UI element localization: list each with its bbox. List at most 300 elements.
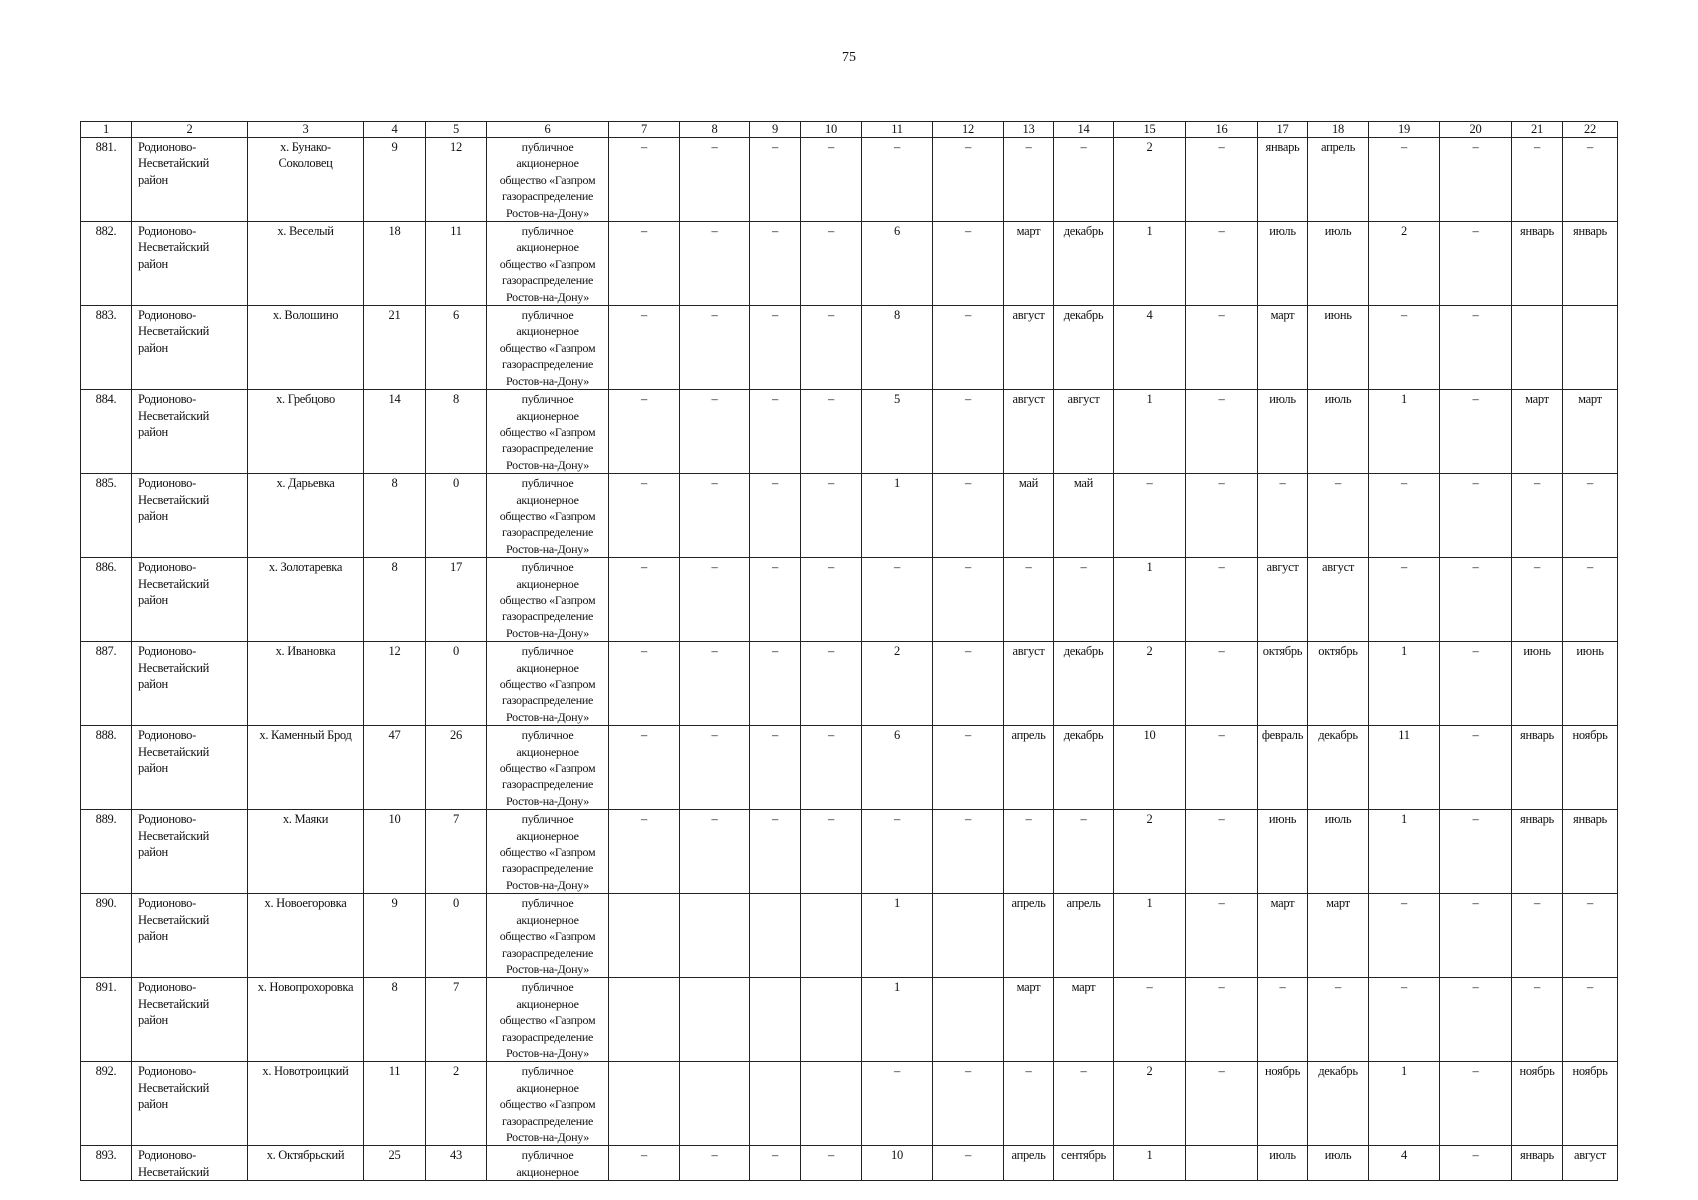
district-line: Родионово- <box>138 728 196 743</box>
org-line: акционерное <box>516 240 579 255</box>
cell-col-12: – <box>933 810 1004 894</box>
cell-col-8: – <box>680 138 750 222</box>
cell-col-7: – <box>609 558 680 642</box>
table-row <box>81 1062 1618 1146</box>
district-line: Несветайский <box>138 996 210 1011</box>
district-line: Родионово- <box>138 224 196 239</box>
cell-col-15: 2 <box>1114 810 1186 894</box>
settlement-line: х. Гребцово <box>276 392 335 407</box>
cell-col-21 <box>1512 306 1563 390</box>
org-line: газораспределение <box>502 609 593 624</box>
cell-col-19: 2 <box>1369 222 1440 306</box>
cell-col-22: – <box>1563 894 1618 978</box>
settlement-line: х. Новоегоровка <box>264 896 347 911</box>
cell-col-9: – <box>750 138 801 222</box>
cell-col-9: – <box>750 558 801 642</box>
cell-settlement <box>248 978 364 1062</box>
cell-col-16: – <box>1186 810 1258 894</box>
cell-district <box>132 222 248 306</box>
cell-col-11: 6 <box>862 726 933 810</box>
cell-row-number: 888. <box>81 726 132 810</box>
cell-col-16: – <box>1186 1062 1258 1146</box>
org-line: публичное <box>521 644 574 659</box>
district-line: Родионово- <box>138 140 196 154</box>
district-line: Родионово- <box>138 392 196 407</box>
column-header-16: 16 <box>1186 122 1258 138</box>
cell-col-14: август <box>1054 390 1114 474</box>
settlement-line: х. Каменный Брод <box>259 728 352 743</box>
org-line: акционерное <box>516 324 579 339</box>
cell-col-5: 8 <box>426 390 487 474</box>
cell-district <box>132 978 248 1062</box>
column-header-21: 21 <box>1512 122 1563 138</box>
settlement-line: х. Маяки <box>282 812 329 827</box>
table-header-row <box>81 122 1618 138</box>
cell-col-19: – <box>1369 978 1440 1062</box>
cell-org <box>487 222 609 306</box>
settlement-line: х. Веселый <box>277 224 334 239</box>
cell-org <box>487 726 609 810</box>
cell-col-12: – <box>933 1146 1004 1181</box>
cell-org <box>487 642 609 726</box>
org-line: Ростов-на-Дону» <box>506 457 589 472</box>
column-header-6: 6 <box>487 122 609 138</box>
cell-col-10 <box>801 1062 862 1146</box>
cell-org <box>487 1062 609 1146</box>
cell-col-17: октябрь <box>1258 642 1308 726</box>
table-row <box>81 978 1618 1062</box>
org-line: общество «Газпром <box>499 677 596 691</box>
cell-col-5: 11 <box>426 222 487 306</box>
org-line: газораспределение <box>502 693 593 708</box>
cell-col-21: январь <box>1512 222 1563 306</box>
cell-col-22: июнь <box>1563 642 1618 726</box>
district-line: Родионово- <box>138 896 196 911</box>
cell-col-18: – <box>1308 978 1369 1062</box>
column-header-9: 9 <box>750 122 801 138</box>
cell-col-7: – <box>609 642 680 726</box>
cell-col-13: март <box>1004 222 1054 306</box>
cell-settlement <box>248 726 364 810</box>
cell-col-21: март <box>1512 390 1563 474</box>
cell-col-22: – <box>1563 558 1618 642</box>
cell-row-number: 881. <box>81 138 132 222</box>
cell-row-number: 885. <box>81 474 132 558</box>
org-line: газораспределение <box>502 1029 593 1044</box>
table-row <box>81 894 1618 978</box>
cell-col-20: – <box>1440 474 1512 558</box>
cell-col-16 <box>1186 1146 1258 1181</box>
district-line: район <box>138 1013 168 1028</box>
cell-col-13: – <box>1004 810 1054 894</box>
cell-col-8 <box>680 1062 750 1146</box>
cell-col-10: – <box>801 474 862 558</box>
org-line: общество «Газпром <box>499 256 596 271</box>
table-row <box>81 138 1618 222</box>
cell-settlement <box>248 1062 364 1146</box>
district-line: район <box>138 929 168 944</box>
cell-col-13: март <box>1004 978 1054 1062</box>
cell-col-11: 1 <box>862 894 933 978</box>
cell-col-20: – <box>1440 726 1512 810</box>
cell-district <box>132 474 248 558</box>
settlement-line: х. Волошино <box>272 308 339 323</box>
cell-col-21: – <box>1512 978 1563 1062</box>
org-line: Ростов-на-Дону» <box>506 1129 589 1144</box>
cell-col-11: 2 <box>862 642 933 726</box>
cell-col-19: – <box>1369 138 1440 222</box>
cell-settlement <box>248 642 364 726</box>
cell-col-5: 12 <box>426 138 487 222</box>
cell-col-22: ноябрь <box>1563 1062 1618 1146</box>
district-line: район <box>138 340 168 355</box>
cell-col-8: – <box>680 222 750 306</box>
cell-settlement <box>248 138 364 222</box>
org-line: газораспределение <box>502 357 593 372</box>
cell-org <box>487 978 609 1062</box>
column-header-11: 11 <box>862 122 933 138</box>
cell-col-22 <box>1563 306 1618 390</box>
cell-col-21: – <box>1512 474 1563 558</box>
cell-col-17: февраль <box>1258 726 1308 810</box>
cell-col-8: – <box>680 474 750 558</box>
org-line: Ростов-на-Дону» <box>506 289 589 304</box>
org-line: газораспределение <box>502 441 593 456</box>
cell-col-10: – <box>801 558 862 642</box>
district-line: район <box>138 845 168 860</box>
district-line: Несветайский <box>138 912 210 927</box>
settlement-line: х. Октябрьский <box>266 1148 345 1163</box>
cell-col-11: – <box>862 558 933 642</box>
cell-row-number: 887. <box>81 642 132 726</box>
cell-col-16: – <box>1186 726 1258 810</box>
cell-col-8 <box>680 894 750 978</box>
cell-col-18: июль <box>1308 390 1369 474</box>
cell-col-14: март <box>1054 978 1114 1062</box>
cell-col-13: август <box>1004 642 1054 726</box>
org-line: газораспределение <box>502 273 593 288</box>
cell-col-11: – <box>862 138 933 222</box>
cell-col-11: 6 <box>862 222 933 306</box>
org-line: публичное <box>521 980 574 995</box>
table-row <box>81 726 1618 810</box>
cell-col-11: – <box>862 1062 933 1146</box>
org-line: Ростов-на-Дону» <box>506 625 589 640</box>
cell-col-8 <box>680 978 750 1062</box>
cell-col-10: – <box>801 306 862 390</box>
district-line: Несветайский <box>138 660 210 675</box>
cell-col-19: – <box>1369 894 1440 978</box>
cell-col-22: – <box>1563 978 1618 1062</box>
cell-col-20: – <box>1440 390 1512 474</box>
cell-col-16: – <box>1186 474 1258 558</box>
cell-col-18: декабрь <box>1308 1062 1369 1146</box>
cell-col-11: 1 <box>862 474 933 558</box>
cell-col-9: – <box>750 726 801 810</box>
cell-col-19: 4 <box>1369 1146 1440 1181</box>
org-line: акционерное <box>516 408 579 423</box>
cell-col-17: август <box>1258 558 1308 642</box>
org-line: Ростов-на-Дону» <box>506 373 589 388</box>
column-header-5: 5 <box>426 122 487 138</box>
org-line: публичное <box>521 308 574 323</box>
cell-col-9: – <box>750 306 801 390</box>
cell-col-21: – <box>1512 894 1563 978</box>
cell-col-18: июль <box>1308 810 1369 894</box>
data-table <box>80 121 1618 1181</box>
district-line: Родионово- <box>138 980 196 995</box>
cell-col-22: август <box>1563 1146 1618 1181</box>
cell-district <box>132 642 248 726</box>
cell-col-8: – <box>680 390 750 474</box>
cell-col-22: январь <box>1563 222 1618 306</box>
cell-col-15: – <box>1114 474 1186 558</box>
cell-col-15: 10 <box>1114 726 1186 810</box>
org-line: публичное <box>521 560 574 575</box>
org-line: общество «Газпром <box>499 508 596 523</box>
cell-district <box>132 726 248 810</box>
cell-col-7: – <box>609 306 680 390</box>
cell-district <box>132 1146 248 1181</box>
district-line: Несветайский <box>138 324 210 339</box>
cell-col-12: – <box>933 1062 1004 1146</box>
org-line: газораспределение <box>502 1113 593 1128</box>
cell-col-15: – <box>1114 978 1186 1062</box>
cell-settlement <box>248 390 364 474</box>
settlement-line: х. Новопрохоровка <box>257 980 354 995</box>
cell-col-18: декабрь <box>1308 726 1369 810</box>
column-header-19: 19 <box>1369 122 1440 138</box>
cell-row-number: 893. <box>81 1146 132 1181</box>
cell-col-4: 21 <box>364 306 426 390</box>
settlement-line: х. Дарьевка <box>276 476 335 491</box>
cell-col-15: 1 <box>1114 222 1186 306</box>
cell-col-10: – <box>801 138 862 222</box>
cell-col-12: – <box>933 306 1004 390</box>
cell-org <box>487 1146 609 1181</box>
cell-col-4: 12 <box>364 642 426 726</box>
cell-district <box>132 306 248 390</box>
cell-col-13: апрель <box>1004 726 1054 810</box>
cell-col-18: март <box>1308 894 1369 978</box>
cell-col-16: – <box>1186 894 1258 978</box>
org-line: Ростов-на-Дону» <box>506 961 589 976</box>
cell-col-21: – <box>1512 138 1563 222</box>
cell-row-number: 891. <box>81 978 132 1062</box>
cell-col-16: – <box>1186 978 1258 1062</box>
cell-col-17: март <box>1258 306 1308 390</box>
cell-col-4: 8 <box>364 558 426 642</box>
cell-col-17: январь <box>1258 138 1308 222</box>
cell-district <box>132 1062 248 1146</box>
cell-col-7: – <box>609 474 680 558</box>
district-line: Несветайский <box>138 576 210 591</box>
cell-col-9 <box>750 1062 801 1146</box>
cell-col-17: – <box>1258 978 1308 1062</box>
org-line: общество «Газпром <box>499 592 596 607</box>
district-line: Родионово- <box>138 1064 196 1079</box>
org-line: акционерное <box>516 744 579 759</box>
column-header-1: 1 <box>81 122 132 138</box>
cell-col-15: 2 <box>1114 1062 1186 1146</box>
cell-col-19: 1 <box>1369 390 1440 474</box>
cell-col-14: – <box>1054 1062 1114 1146</box>
cell-settlement <box>248 894 364 978</box>
district-line: Несветайский <box>138 156 210 171</box>
settlement-line: х. Новотроицкий <box>262 1064 349 1079</box>
cell-col-16: – <box>1186 138 1258 222</box>
cell-org <box>487 306 609 390</box>
cell-col-13: апрель <box>1004 894 1054 978</box>
column-header-14: 14 <box>1054 122 1114 138</box>
cell-col-5: 0 <box>426 642 487 726</box>
cell-col-7: – <box>609 138 680 222</box>
cell-col-19: – <box>1369 474 1440 558</box>
cell-col-5: 6 <box>426 306 487 390</box>
cell-col-20: – <box>1440 642 1512 726</box>
table-row <box>81 390 1618 474</box>
cell-col-10 <box>801 978 862 1062</box>
org-line: общество «Газпром <box>499 340 596 355</box>
org-line: публичное <box>521 140 574 154</box>
cell-col-4: 10 <box>364 810 426 894</box>
cell-col-18: июль <box>1308 1146 1369 1181</box>
org-line: акционерное <box>516 1080 579 1095</box>
cell-col-8: – <box>680 306 750 390</box>
cell-col-20: – <box>1440 1062 1512 1146</box>
district-line: Несветайский <box>138 408 210 423</box>
cell-col-7 <box>609 1062 680 1146</box>
org-line: Ростов-на-Дону» <box>506 541 589 556</box>
column-header-18: 18 <box>1308 122 1369 138</box>
cell-col-7: – <box>609 810 680 894</box>
cell-col-20: – <box>1440 306 1512 390</box>
cell-col-14: декабрь <box>1054 726 1114 810</box>
table-row <box>81 474 1618 558</box>
cell-col-8: – <box>680 810 750 894</box>
cell-col-9: – <box>750 222 801 306</box>
org-line: общество «Газпром <box>499 172 596 187</box>
org-line: акционерное <box>516 660 579 675</box>
cell-district <box>132 558 248 642</box>
cell-col-4: 9 <box>364 138 426 222</box>
cell-col-18: июль <box>1308 222 1369 306</box>
org-line: газораспределение <box>502 945 593 960</box>
settlement-line: х. Золотаревка <box>268 560 343 575</box>
cell-col-12: – <box>933 390 1004 474</box>
org-line: Ростов-на-Дону» <box>506 793 589 808</box>
cell-col-19: 11 <box>1369 726 1440 810</box>
cell-col-19: 1 <box>1369 642 1440 726</box>
column-header-13: 13 <box>1004 122 1054 138</box>
cell-col-18: август <box>1308 558 1369 642</box>
cell-col-9: – <box>750 474 801 558</box>
cell-col-14: – <box>1054 558 1114 642</box>
cell-col-8: – <box>680 726 750 810</box>
cell-district <box>132 390 248 474</box>
org-line: общество «Газпром <box>499 761 596 776</box>
table-row <box>81 306 1618 390</box>
org-line: общество «Газпром <box>499 1013 596 1028</box>
org-line: публичное <box>521 1064 574 1079</box>
cell-col-7: – <box>609 726 680 810</box>
cell-col-9 <box>750 978 801 1062</box>
cell-col-20: – <box>1440 978 1512 1062</box>
cell-col-13: май <box>1004 474 1054 558</box>
cell-col-16: – <box>1186 306 1258 390</box>
cell-col-22: – <box>1563 474 1618 558</box>
cell-col-14: апрель <box>1054 894 1114 978</box>
cell-col-12: – <box>933 474 1004 558</box>
cell-col-10 <box>801 894 862 978</box>
district-line: район <box>138 592 168 607</box>
cell-col-20: – <box>1440 138 1512 222</box>
column-header-2: 2 <box>132 122 248 138</box>
cell-col-13: – <box>1004 138 1054 222</box>
cell-col-14: декабрь <box>1054 642 1114 726</box>
cell-col-21: – <box>1512 558 1563 642</box>
cell-col-4: 14 <box>364 390 426 474</box>
org-line: Ростов-на-Дону» <box>506 709 589 724</box>
district-line: Родионово- <box>138 812 196 827</box>
cell-col-7: – <box>609 222 680 306</box>
org-line: публичное <box>521 896 574 911</box>
cell-col-9: – <box>750 810 801 894</box>
cell-org <box>487 474 609 558</box>
table-body <box>81 122 1618 1181</box>
cell-col-16: – <box>1186 222 1258 306</box>
district-line: район <box>138 256 168 271</box>
cell-col-19: 1 <box>1369 810 1440 894</box>
cell-col-14: декабрь <box>1054 222 1114 306</box>
cell-col-14: – <box>1054 810 1114 894</box>
org-line: публичное <box>521 812 574 827</box>
cell-col-20: – <box>1440 558 1512 642</box>
cell-col-17: март <box>1258 894 1308 978</box>
org-line: акционерное <box>516 828 579 843</box>
cell-col-12: – <box>933 642 1004 726</box>
cell-col-9: – <box>750 1146 801 1181</box>
cell-col-8: – <box>680 1146 750 1181</box>
cell-col-8: – <box>680 558 750 642</box>
district-line: Несветайский <box>138 744 210 759</box>
cell-col-20: – <box>1440 894 1512 978</box>
cell-col-17: июнь <box>1258 810 1308 894</box>
district-line: район <box>138 761 168 776</box>
district-line: Родионово- <box>138 560 196 575</box>
column-header-12: 12 <box>933 122 1004 138</box>
cell-col-10: – <box>801 726 862 810</box>
cell-col-22: – <box>1563 138 1618 222</box>
org-line: акционерное <box>516 576 579 591</box>
cell-col-16: – <box>1186 642 1258 726</box>
page-number: 75 <box>842 50 856 65</box>
cell-col-5: 17 <box>426 558 487 642</box>
cell-col-14: сентябрь <box>1054 1146 1114 1181</box>
cell-col-22: ноябрь <box>1563 726 1618 810</box>
cell-col-18: июнь <box>1308 306 1369 390</box>
cell-col-5: 26 <box>426 726 487 810</box>
org-line: общество «Газпром <box>499 1097 596 1112</box>
cell-col-13: – <box>1004 1062 1054 1146</box>
org-line: Ростов-на-Дону» <box>506 877 589 892</box>
org-line: общество «Газпром <box>499 929 596 944</box>
org-line: Ростов-на-Дону» <box>506 1045 589 1060</box>
org-line: акционерное <box>516 912 579 927</box>
table-row <box>81 642 1618 726</box>
cell-settlement <box>248 306 364 390</box>
column-header-3: 3 <box>248 122 364 138</box>
